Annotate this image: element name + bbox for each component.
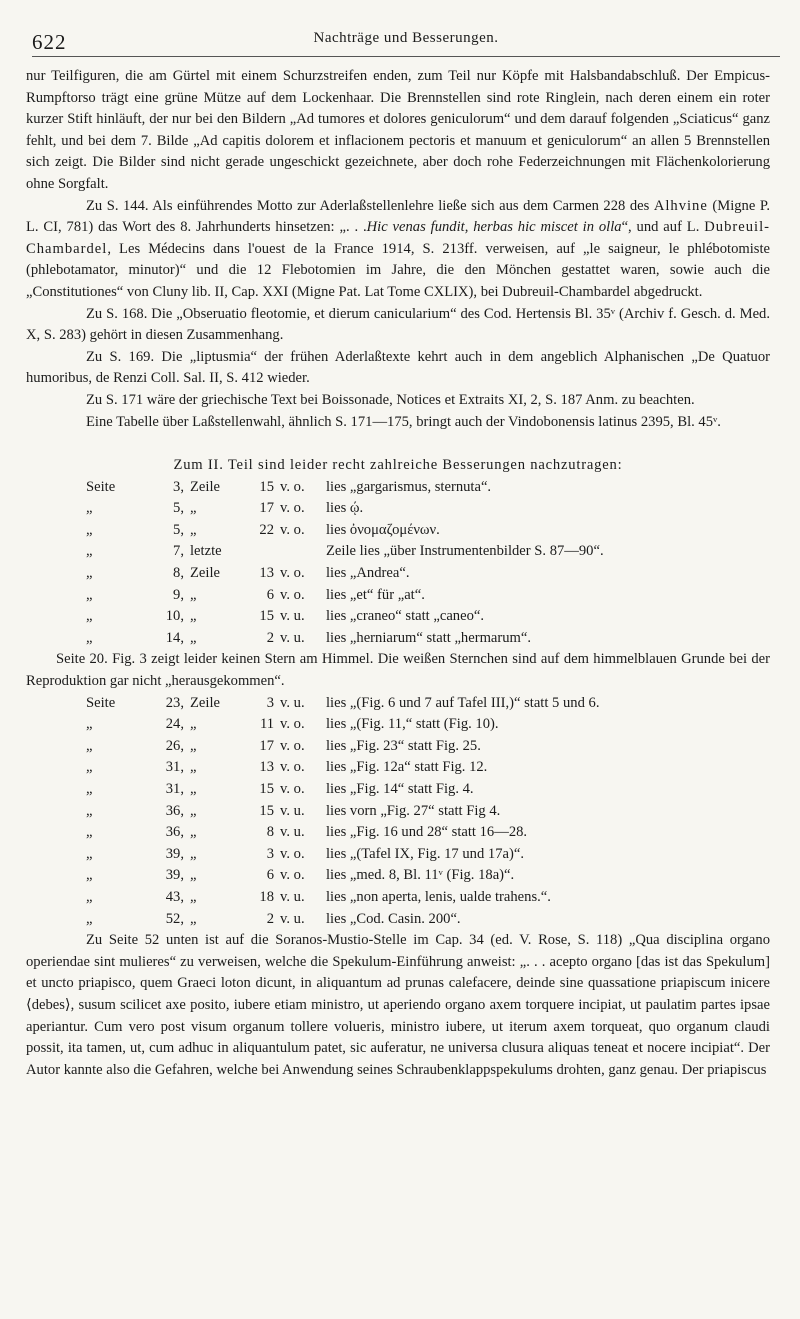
correction-text: lies ῴ.	[326, 500, 364, 517]
correction-z: 17	[259, 500, 274, 517]
correction-row	[26, 757, 770, 779]
correction-seite: Seite	[86, 478, 116, 495]
correction-row	[26, 541, 770, 563]
correction-num: 31,	[165, 781, 184, 797]
correction-text: lies „Fig. 16 und 28“ statt 16—28.	[326, 824, 528, 841]
correction-num: 52,	[165, 910, 184, 927]
correction-zeile: „	[190, 608, 197, 625]
correction-text: lies „non aperta, lenis, ualde trahens.“.	[326, 888, 551, 905]
correction-num: 5,	[173, 500, 184, 517]
correction-zeile: letzte	[190, 543, 222, 560]
section-title: Zum II. Teil sind leider recht zahlreiche Besserungen nachzutragen:	[173, 457, 623, 474]
correction-z: 6	[266, 586, 274, 603]
page-number: 622	[32, 30, 67, 54]
correction-zeile: Zeile	[190, 478, 220, 495]
correction-text: lies vorn „Fig. 27“ statt Fig 4.	[326, 802, 501, 819]
correction-text: lies „Fig. 14“ statt Fig. 4.	[326, 781, 474, 797]
running-title: Nachträge und Besserungen.	[313, 30, 499, 46]
correction-dir: v. u.	[280, 694, 305, 711]
correction-z: 8	[266, 824, 274, 841]
correction-row	[26, 865, 770, 887]
correction-seite: „	[86, 629, 93, 646]
correction-z	[246, 541, 280, 563]
correction-zeile: „	[190, 824, 197, 841]
corrections-list	[26, 693, 770, 931]
correction-dir: v. o.	[280, 737, 305, 754]
paragraph: nur Teilfiguren, die am Gürtel mit einem Schurzstreifen enden, zum Teil nur Köpfe mit Halsbandabschluß. Der Empicus-Rumpftorso trägt eine grüne Mütze auf dem Lockenhaar. Die Brennstellen sind rote Ringlein, nach deren einem ein roter kurzer Stift hinläuft, der nur bei den Bildern „Ad tumores et dolores geniculorum“ und dem darauf folgenden „Sciaticus“ ganz fehlt, und bei dem 7. Bilde „Ad capitis dolorem et inflacionem pectoris et manuum et geniculorum“ an allen 5 Brennstellen sich zeigt. Die Bilder sind nicht gerade ungeschickt gezeichnete, aber doch rohe Federzeichnungen mit Flächenkolorierung ohne Sorgfalt.	[26, 68, 770, 192]
correction-dir: v. o.	[280, 500, 305, 517]
correction-z: 15	[259, 608, 274, 625]
correction-z: 15	[259, 802, 274, 819]
correction-seite: „	[86, 781, 93, 797]
correction-row	[26, 520, 770, 542]
correction-zeile: „	[190, 737, 197, 754]
correction-text: lies ὀνομαζομένων.	[326, 521, 440, 538]
correction-dir: v. o.	[280, 781, 305, 797]
spacer	[26, 433, 770, 455]
page-header	[32, 22, 780, 57]
correction-num: 36,	[165, 802, 184, 819]
correction-seite: „	[86, 910, 93, 927]
correction-row	[26, 693, 770, 715]
correction-dir: v. o.	[280, 716, 305, 733]
correction-zeile: „	[190, 888, 197, 905]
correction-z: 13	[259, 565, 274, 582]
correction-seite: Seite	[86, 694, 116, 711]
correction-row	[26, 779, 770, 801]
correction-dir	[280, 541, 326, 563]
correction-z: 2	[266, 629, 274, 646]
main-text	[26, 66, 770, 1081]
correction-text: lies „herniarum“ statt „hermarum“.	[326, 629, 532, 646]
correction-text: lies „craneo“ statt „caneo“.	[326, 608, 485, 625]
correction-dir: v. u.	[280, 910, 305, 927]
correction-seite: „	[86, 608, 93, 625]
correction-zeile: „	[190, 586, 197, 603]
correction-z: 3	[266, 845, 274, 862]
correction-seite: „	[86, 521, 93, 538]
correction-dir: v. o.	[280, 845, 305, 862]
correction-text: lies „et“ für „at“.	[326, 586, 425, 603]
correction-dir: v. u.	[280, 824, 305, 841]
correction-row	[26, 736, 770, 758]
correction-row	[26, 606, 770, 628]
correction-dir: v. o.	[280, 867, 305, 884]
correction-text: lies „Fig. 12a“ statt Fig. 12.	[326, 759, 488, 776]
correction-zeile: „	[190, 845, 197, 862]
correction-z: 3	[266, 694, 274, 711]
correction-seite: „	[86, 802, 93, 819]
correction-z: 2	[266, 910, 274, 927]
correction-z: 6	[266, 867, 274, 884]
correction-zeile: Zeile	[190, 694, 220, 711]
correction-seite: „	[86, 845, 93, 862]
correction-seite: „	[86, 500, 93, 517]
correction-num: 8,	[173, 565, 184, 582]
correction-text: Zeile lies „über Instrumentenbilder S. 87—90“.	[326, 543, 604, 560]
latin-quote: Hic venas fundit, herbas hic miscet in olla	[366, 219, 622, 236]
correction-dir: v. u.	[280, 888, 305, 905]
text-run: (Migne P. L. CI, 781) das Wort des 8. Jahrhunderts hinsetzen: „. . .	[26, 197, 770, 236]
correction-num: 23,	[165, 694, 184, 711]
paragraph: Zu S. 169. Die „liptusmia“ der frühen Aderlaßtexte kehrt auch in dem angeblich Alphanischen „De Quatuor humoribus, de Renzi Coll. Sal. II, S. 412 wieder.	[26, 348, 770, 387]
correction-z: 17	[259, 737, 274, 754]
correction-zeile: „	[190, 716, 197, 733]
paragraph: Seite 20. Fig. 3 zeigt leider keinen Stern am Himmel. Die weißen Sternchen sind auf dem himmelblauen Grunde bei der Reproduktion gar nicht „herausgekommen“.	[26, 651, 770, 690]
correction-text: lies „Fig. 23“ statt Fig. 25.	[326, 737, 481, 754]
author-name: Dubreuil-Chambardel	[26, 219, 770, 257]
correction-dir: v. o.	[280, 565, 305, 582]
correction-num: 43,	[165, 888, 184, 905]
correction-text: lies „gargarismus, sternuta“.	[326, 478, 492, 495]
correction-dir: v. u.	[280, 629, 305, 646]
correction-row	[26, 909, 770, 931]
correction-zeile: „	[190, 781, 197, 797]
correction-row	[26, 844, 770, 866]
correction-zeile: „	[190, 759, 197, 776]
correction-num: 9,	[173, 586, 184, 603]
correction-z: 15	[259, 781, 274, 797]
correction-num: 10,	[165, 608, 184, 625]
correction-dir: v. o.	[280, 586, 305, 603]
text-run: “, und auf L.	[621, 219, 700, 236]
correction-text: lies „Cod. Casin. 200“.	[326, 910, 461, 927]
correction-dir: v. o.	[280, 478, 305, 495]
correction-row	[26, 477, 770, 499]
correction-z: 13	[259, 759, 274, 776]
correction-seite: „	[86, 824, 93, 841]
correction-dir: v. o.	[280, 759, 305, 776]
correction-seite: „	[86, 759, 93, 776]
correction-row	[26, 887, 770, 909]
correction-seite: „	[86, 565, 93, 582]
correction-seite: „	[86, 716, 93, 733]
paragraph: Zu S. 171 wäre der griechische Text bei Boissonade, Notices et Extraits XI, 2, S. 187 Anm. zu beachten.	[86, 391, 695, 408]
correction-row	[26, 822, 770, 844]
correction-seite: „	[86, 586, 93, 603]
correction-num: 31,	[165, 759, 184, 776]
correction-row	[26, 714, 770, 736]
correction-seite: „	[86, 867, 93, 884]
correction-num: 5,	[173, 521, 184, 538]
correction-num: 14,	[165, 629, 184, 646]
correction-row	[26, 628, 770, 650]
paragraph	[26, 196, 770, 304]
text-run: , Les Médecins dans l'ouest de la France 1914, S. 213ff. verweisen, auf „le saigneur, le phlébotomiste (phlebotamator, minutor)“ und die 12 Flebotomien im Jahre, die den Mönchen gestattet waren, sowie auch die „Constitutiones“ von Cluny lib. II, Cap. XXI (Migne Pat. Lat Tome CXLIX), bei Dubreuil-Chambardel abgedruckt.	[26, 240, 770, 300]
correction-zeile: „	[190, 867, 197, 884]
correction-num: 24,	[165, 716, 184, 733]
paragraph: Zu Seite 52 unten ist auf die Soranos-Mustio-Stelle im Cap. 34 (ed. V. Rose, S. 118) „Qua disciplina organo operiendae sint mulieres“ zu verweisen, welche die Spekulum-Einführung anweist: „. . . acepto organo [das ist das Spekulum] et uncto priapisco, quem Graeci loton dicunt, in aliquantum ad prunas calefacere, deinde sine quassatione priapiscum inicere ⟨debes⟩, susum scilicet axe posito, iubere etiam ministro, ut aperiendo organo axem torquere incipiat, ut paulatim partes ipsae aperiantur. Cum vero post visum organum tollere volueris, ministro iubere, ut iterum axem torqueat, quo organum claudi possit, ita tamen, ut, cum adhuc in aliquantulum patet, sic auferatur, ne universa clusura aliquas teneat et nocere incipiat“. Der Autor kannte also die Gefahren, welche bei Anwendung seines Schraubenklappspekulums drohten, ganz genau. Der priapiscus	[26, 932, 770, 1078]
corrections-list	[26, 477, 770, 650]
paragraph: Eine Tabelle über Laßstellenwahl, ähnlich S. 171—175, bringt auch der Vindobonensis latinus 2395, Bl. 45ᵛ.	[86, 413, 721, 430]
correction-row	[26, 563, 770, 585]
correction-z: 15	[259, 478, 274, 495]
correction-text: lies „(Fig. 6 und 7 auf Tafel III,)“ statt 5 und 6.	[326, 694, 600, 711]
correction-num: 39,	[165, 845, 184, 862]
correction-num: 39,	[165, 867, 184, 884]
correction-text: lies „med. 8, Bl. 11ᵛ (Fig. 18a)“.	[326, 867, 515, 884]
correction-row	[26, 498, 770, 520]
correction-z: 11	[259, 716, 274, 733]
correction-text: lies „(Fig. 11,“ statt (Fig. 10).	[326, 716, 499, 733]
text-run: Zu S. 144. Als einführendes Motto zur Aderlaßstellenlehre ließe sich aus dem Carmen 228 des	[86, 197, 650, 214]
correction-dir: v. u.	[280, 802, 305, 819]
correction-zeile: „	[190, 521, 197, 538]
correction-row	[26, 585, 770, 607]
correction-z: 18	[259, 888, 274, 905]
paragraph: Zu S. 168. Die „Obseruatio fleotomie, et dierum canicularium“ des Cod. Hertensis Bl. 35ᵛ (Archiv f. Gesch. d. Med. X, S. 283) gehört in diesen Zusammenhang.	[26, 305, 770, 344]
correction-text: lies „(Tafel IX, Fig. 17 und 17a)“.	[326, 845, 524, 862]
correction-zeile: „	[190, 802, 197, 819]
correction-seite: „	[86, 888, 93, 905]
author-name: Alhvine	[653, 197, 708, 214]
correction-dir: v. o.	[280, 521, 305, 538]
correction-num: 7,	[173, 543, 184, 560]
correction-num: 36,	[165, 824, 184, 841]
correction-zeile: „	[190, 500, 197, 517]
correction-num: 3,	[173, 478, 184, 495]
correction-text: lies „Andrea“.	[326, 565, 410, 582]
correction-zeile: „	[190, 910, 197, 927]
correction-zeile: Zeile	[190, 565, 220, 582]
correction-dir: v. u.	[280, 608, 305, 625]
correction-seite: „	[86, 543, 93, 560]
correction-num: 26,	[165, 737, 184, 754]
correction-zeile: „	[190, 629, 197, 646]
correction-z: 22	[259, 521, 274, 538]
correction-seite: „	[86, 737, 93, 754]
correction-row	[26, 801, 770, 823]
